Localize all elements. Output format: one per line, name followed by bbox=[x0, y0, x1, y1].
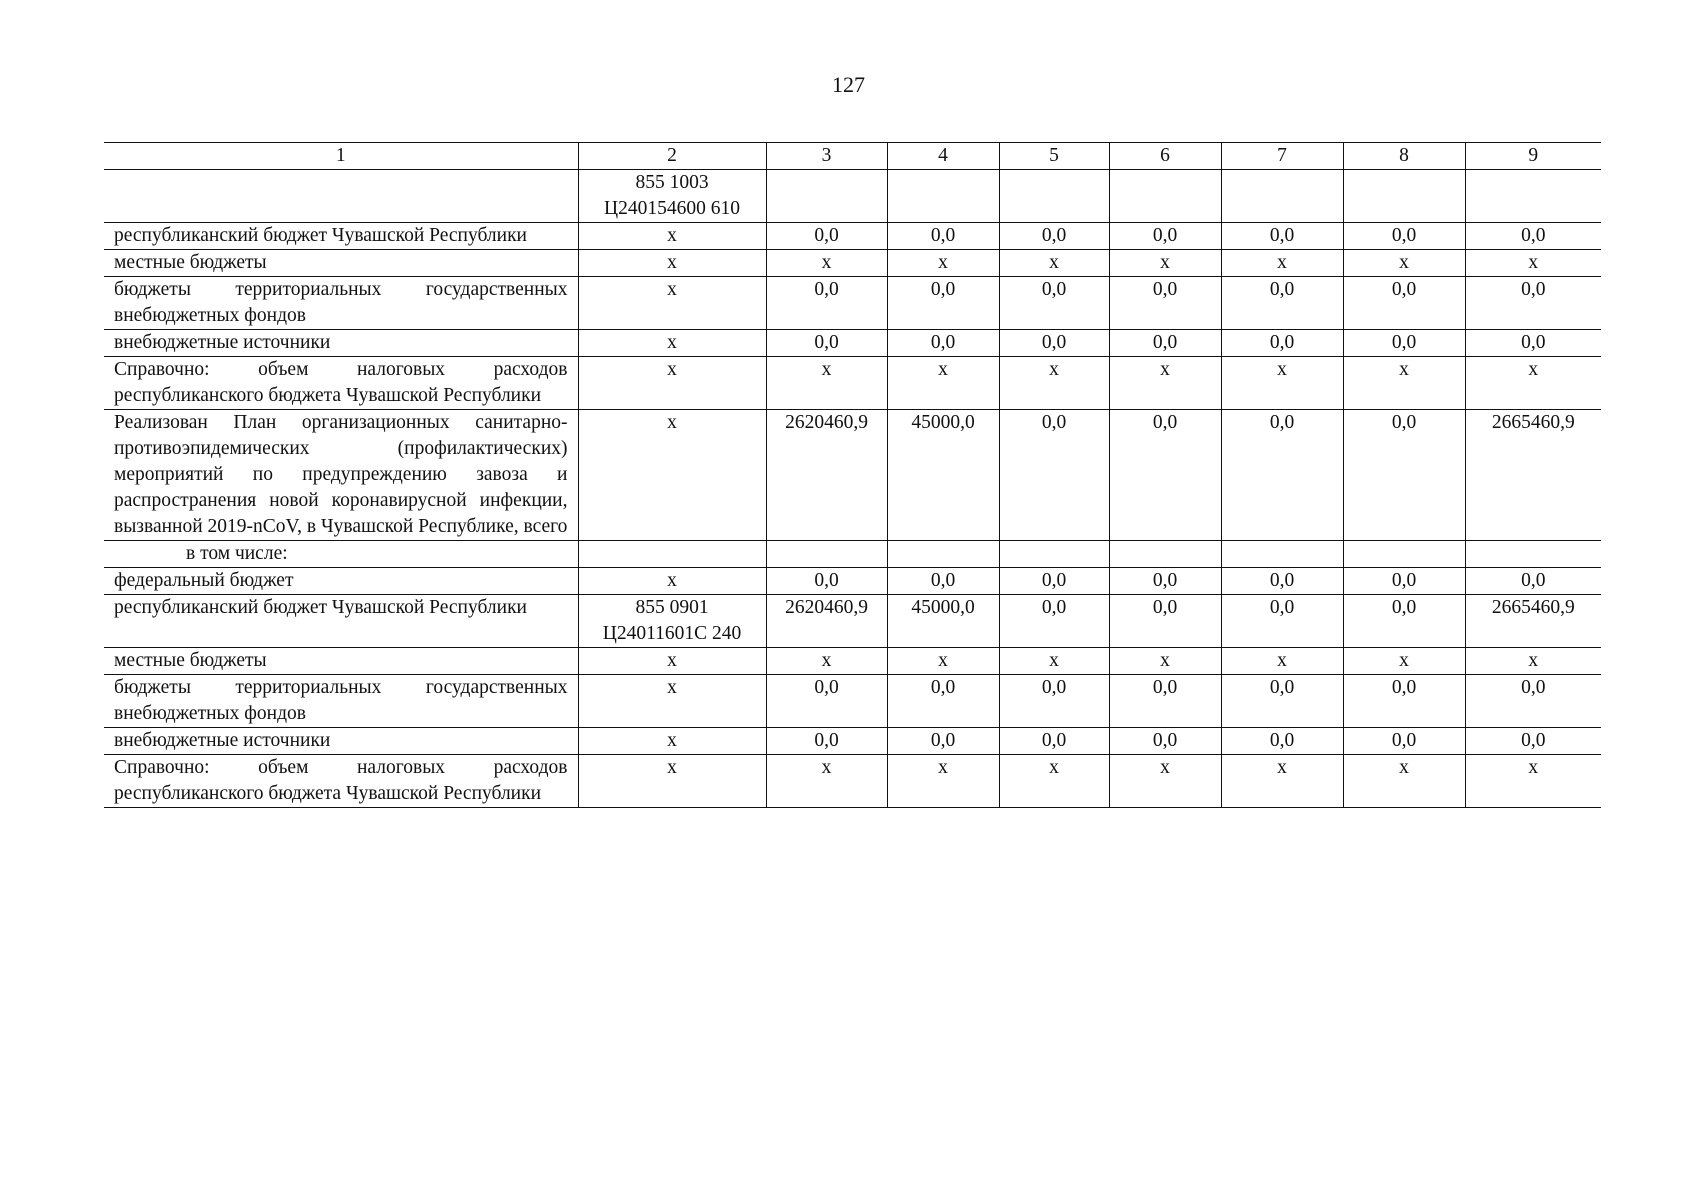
row-label: местные бюджеты bbox=[104, 250, 578, 277]
value-cell: 0,0 bbox=[999, 728, 1109, 755]
budget-code: х bbox=[667, 730, 677, 751]
table-row bbox=[104, 250, 1601, 277]
value-cell: 0,0 bbox=[766, 277, 887, 330]
value-cell: 0,0 bbox=[766, 223, 887, 250]
value-cell: х bbox=[887, 250, 999, 277]
value-cell: 0,0 bbox=[1343, 223, 1465, 250]
budget-code: Ц24011601С 240 bbox=[602, 623, 742, 644]
value-cell: х bbox=[1221, 250, 1343, 277]
value-cell: 2665460,9 bbox=[1465, 595, 1601, 648]
value-cell: 0,0 bbox=[1465, 277, 1601, 330]
budget-code: х bbox=[667, 359, 677, 380]
value-cell: х bbox=[1221, 755, 1343, 808]
value-cell: 0,0 bbox=[1109, 277, 1221, 330]
budget-code-cell bbox=[578, 330, 766, 357]
value-cell: 0,0 bbox=[999, 330, 1109, 357]
value-cell: 2620460,9 bbox=[766, 595, 887, 648]
table-body bbox=[104, 143, 1601, 808]
value-cell: 2620460,9 bbox=[766, 410, 887, 541]
value-cell: х bbox=[766, 357, 887, 410]
table-row bbox=[104, 357, 1601, 410]
value-cell: х bbox=[887, 357, 999, 410]
row-label: республиканский бюджет Чувашской Республики bbox=[104, 595, 578, 648]
value-cell: х bbox=[1465, 357, 1601, 410]
value-cell: 45000,0 bbox=[887, 595, 999, 648]
value-cell: х bbox=[999, 357, 1109, 410]
value-cell: 45000,0 bbox=[887, 410, 999, 541]
column-number: 6 bbox=[1109, 143, 1221, 170]
row-label: бюджеты территориальных государственных внебюджетных фондов bbox=[104, 675, 578, 728]
value-cell: 0,0 bbox=[1109, 410, 1221, 541]
value-cell: 0,0 bbox=[1465, 330, 1601, 357]
value-cell: х bbox=[887, 755, 999, 808]
table-row bbox=[104, 728, 1601, 755]
value-cell: 0,0 bbox=[1343, 728, 1465, 755]
value-cell bbox=[887, 541, 999, 568]
row-label: бюджеты территориальных государственных внебюджетных фондов bbox=[104, 277, 578, 330]
value-cell bbox=[1109, 541, 1221, 568]
column-number: 1 bbox=[104, 143, 578, 170]
value-cell: х bbox=[1465, 755, 1601, 808]
value-cell: 0,0 bbox=[766, 675, 887, 728]
value-cell bbox=[766, 541, 887, 568]
value-cell: 0,0 bbox=[887, 277, 999, 330]
value-cell: 0,0 bbox=[999, 595, 1109, 648]
value-cell bbox=[766, 170, 887, 223]
value-cell: 0,0 bbox=[1221, 330, 1343, 357]
budget-code: Ц240154600 610 bbox=[604, 198, 740, 219]
value-cell: 0,0 bbox=[1221, 728, 1343, 755]
table-row bbox=[104, 170, 1601, 223]
value-cell: 0,0 bbox=[1109, 568, 1221, 595]
value-cell bbox=[999, 170, 1109, 223]
value-cell: х bbox=[1109, 648, 1221, 675]
value-cell: 0,0 bbox=[766, 330, 887, 357]
budget-code: х bbox=[667, 332, 677, 353]
table-row bbox=[104, 595, 1601, 648]
value-cell: 0,0 bbox=[1343, 568, 1465, 595]
budget-code-cell bbox=[578, 223, 766, 250]
value-cell: 0,0 bbox=[1343, 595, 1465, 648]
value-cell: 0,0 bbox=[887, 728, 999, 755]
value-cell: х bbox=[1343, 648, 1465, 675]
value-cell: х bbox=[1343, 755, 1465, 808]
table-row bbox=[104, 330, 1601, 357]
value-cell: 0,0 bbox=[1221, 410, 1343, 541]
table-row bbox=[104, 648, 1601, 675]
column-number-row bbox=[104, 143, 1601, 170]
budget-code-cell bbox=[578, 277, 766, 330]
value-cell: 0,0 bbox=[1343, 330, 1465, 357]
value-cell: 0,0 bbox=[1109, 223, 1221, 250]
budget-code: 855 0901 bbox=[635, 597, 709, 618]
budget-table bbox=[104, 142, 1601, 808]
value-cell: 0,0 bbox=[999, 410, 1109, 541]
value-cell: х bbox=[1109, 357, 1221, 410]
row-label: Реализован План организационных санитарно-противоэпидемических (профилактических) мероприятий по предупреждению завоза и распространения новой коронавирусной инфекции, вызванной 2019-nCoV, в Чувашской Республике, всего bbox=[104, 410, 578, 541]
value-cell: 0,0 bbox=[1109, 728, 1221, 755]
value-cell: х bbox=[1343, 250, 1465, 277]
budget-code: х bbox=[667, 677, 677, 698]
value-cell: 0,0 bbox=[999, 568, 1109, 595]
value-cell: 0,0 bbox=[1343, 410, 1465, 541]
value-cell: 0,0 bbox=[1221, 675, 1343, 728]
value-cell bbox=[1221, 170, 1343, 223]
column-number: 3 bbox=[766, 143, 887, 170]
value-cell: х bbox=[766, 648, 887, 675]
column-number: 2 bbox=[578, 143, 766, 170]
table-row bbox=[104, 277, 1601, 330]
table-row bbox=[104, 568, 1601, 595]
row-label: Справочно: объем налоговых расходов республиканского бюджета Чувашской Республики bbox=[104, 755, 578, 808]
value-cell bbox=[1221, 541, 1343, 568]
value-cell: 0,0 bbox=[1221, 595, 1343, 648]
value-cell: 0,0 bbox=[766, 568, 887, 595]
value-cell: 0,0 bbox=[1343, 277, 1465, 330]
budget-code-cell bbox=[578, 541, 766, 568]
value-cell: 0,0 bbox=[887, 568, 999, 595]
value-cell: 0,0 bbox=[1465, 675, 1601, 728]
row-label: Справочно: объем налоговых расходов республиканского бюджета Чувашской Республики bbox=[104, 357, 578, 410]
value-cell: 0,0 bbox=[999, 223, 1109, 250]
table-row bbox=[104, 541, 1601, 568]
value-cell: 0,0 bbox=[1465, 568, 1601, 595]
value-cell: 0,0 bbox=[1109, 330, 1221, 357]
value-cell: 0,0 bbox=[999, 277, 1109, 330]
value-cell: х bbox=[999, 648, 1109, 675]
value-cell: 0,0 bbox=[887, 675, 999, 728]
value-cell bbox=[1465, 170, 1601, 223]
budget-code: х bbox=[667, 650, 677, 671]
row-label: федеральный бюджет bbox=[104, 568, 578, 595]
budget-code: х bbox=[667, 570, 677, 591]
value-cell: х bbox=[887, 648, 999, 675]
budget-code-cell bbox=[578, 170, 766, 223]
budget-code: х bbox=[667, 225, 677, 246]
column-number: 4 bbox=[887, 143, 999, 170]
column-number: 5 bbox=[999, 143, 1109, 170]
value-cell: 0,0 bbox=[999, 675, 1109, 728]
budget-code-cell bbox=[578, 675, 766, 728]
value-cell: х bbox=[1343, 357, 1465, 410]
column-number: 9 bbox=[1465, 143, 1601, 170]
value-cell bbox=[1343, 170, 1465, 223]
value-cell bbox=[1343, 541, 1465, 568]
value-cell: х bbox=[1221, 357, 1343, 410]
table-row bbox=[104, 755, 1601, 808]
table-row bbox=[104, 410, 1601, 541]
budget-code-cell bbox=[578, 648, 766, 675]
row-label: внебюджетные источники bbox=[104, 728, 578, 755]
value-cell bbox=[887, 170, 999, 223]
budget-code: 855 1003 bbox=[635, 172, 709, 193]
budget-code-cell bbox=[578, 250, 766, 277]
value-cell bbox=[999, 541, 1109, 568]
value-cell: 0,0 bbox=[1109, 595, 1221, 648]
value-cell: 0,0 bbox=[1221, 277, 1343, 330]
value-cell bbox=[1465, 541, 1601, 568]
value-cell: 0,0 bbox=[887, 330, 999, 357]
budget-code-cell bbox=[578, 755, 766, 808]
value-cell bbox=[1109, 170, 1221, 223]
row-label: в том числе: bbox=[104, 541, 578, 568]
value-cell: 0,0 bbox=[887, 223, 999, 250]
column-number: 8 bbox=[1343, 143, 1465, 170]
value-cell: 0,0 bbox=[1221, 223, 1343, 250]
value-cell: х bbox=[766, 250, 887, 277]
value-cell: х bbox=[766, 755, 887, 808]
table-row bbox=[104, 223, 1601, 250]
budget-code-cell bbox=[578, 728, 766, 755]
value-cell: х bbox=[999, 250, 1109, 277]
budget-code: х bbox=[667, 412, 677, 433]
value-cell: х bbox=[999, 755, 1109, 808]
value-cell: х bbox=[1221, 648, 1343, 675]
value-cell: 0,0 bbox=[1465, 223, 1601, 250]
budget-code: х bbox=[667, 279, 677, 300]
budget-code: х bbox=[667, 252, 677, 273]
value-cell: 0,0 bbox=[1221, 568, 1343, 595]
budget-code-cell bbox=[578, 568, 766, 595]
value-cell: х bbox=[1465, 648, 1601, 675]
row-label: местные бюджеты bbox=[104, 648, 578, 675]
column-number: 7 bbox=[1221, 143, 1343, 170]
table-row bbox=[104, 675, 1601, 728]
budget-code: х bbox=[667, 757, 677, 778]
value-cell: 0,0 bbox=[1465, 728, 1601, 755]
page-number: 127 bbox=[832, 72, 865, 97]
value-cell: 0,0 bbox=[766, 728, 887, 755]
value-cell: х bbox=[1465, 250, 1601, 277]
budget-code-cell bbox=[578, 595, 766, 648]
value-cell: 2665460,9 bbox=[1465, 410, 1601, 541]
value-cell: х bbox=[1109, 755, 1221, 808]
value-cell: 0,0 bbox=[1343, 675, 1465, 728]
row-label: республиканский бюджет Чувашской Республики bbox=[104, 223, 578, 250]
value-cell: х bbox=[1109, 250, 1221, 277]
row-label bbox=[104, 170, 578, 223]
row-label: внебюджетные источники bbox=[104, 330, 578, 357]
budget-code-cell bbox=[578, 357, 766, 410]
budget-code-cell bbox=[578, 410, 766, 541]
value-cell: 0,0 bbox=[1109, 675, 1221, 728]
